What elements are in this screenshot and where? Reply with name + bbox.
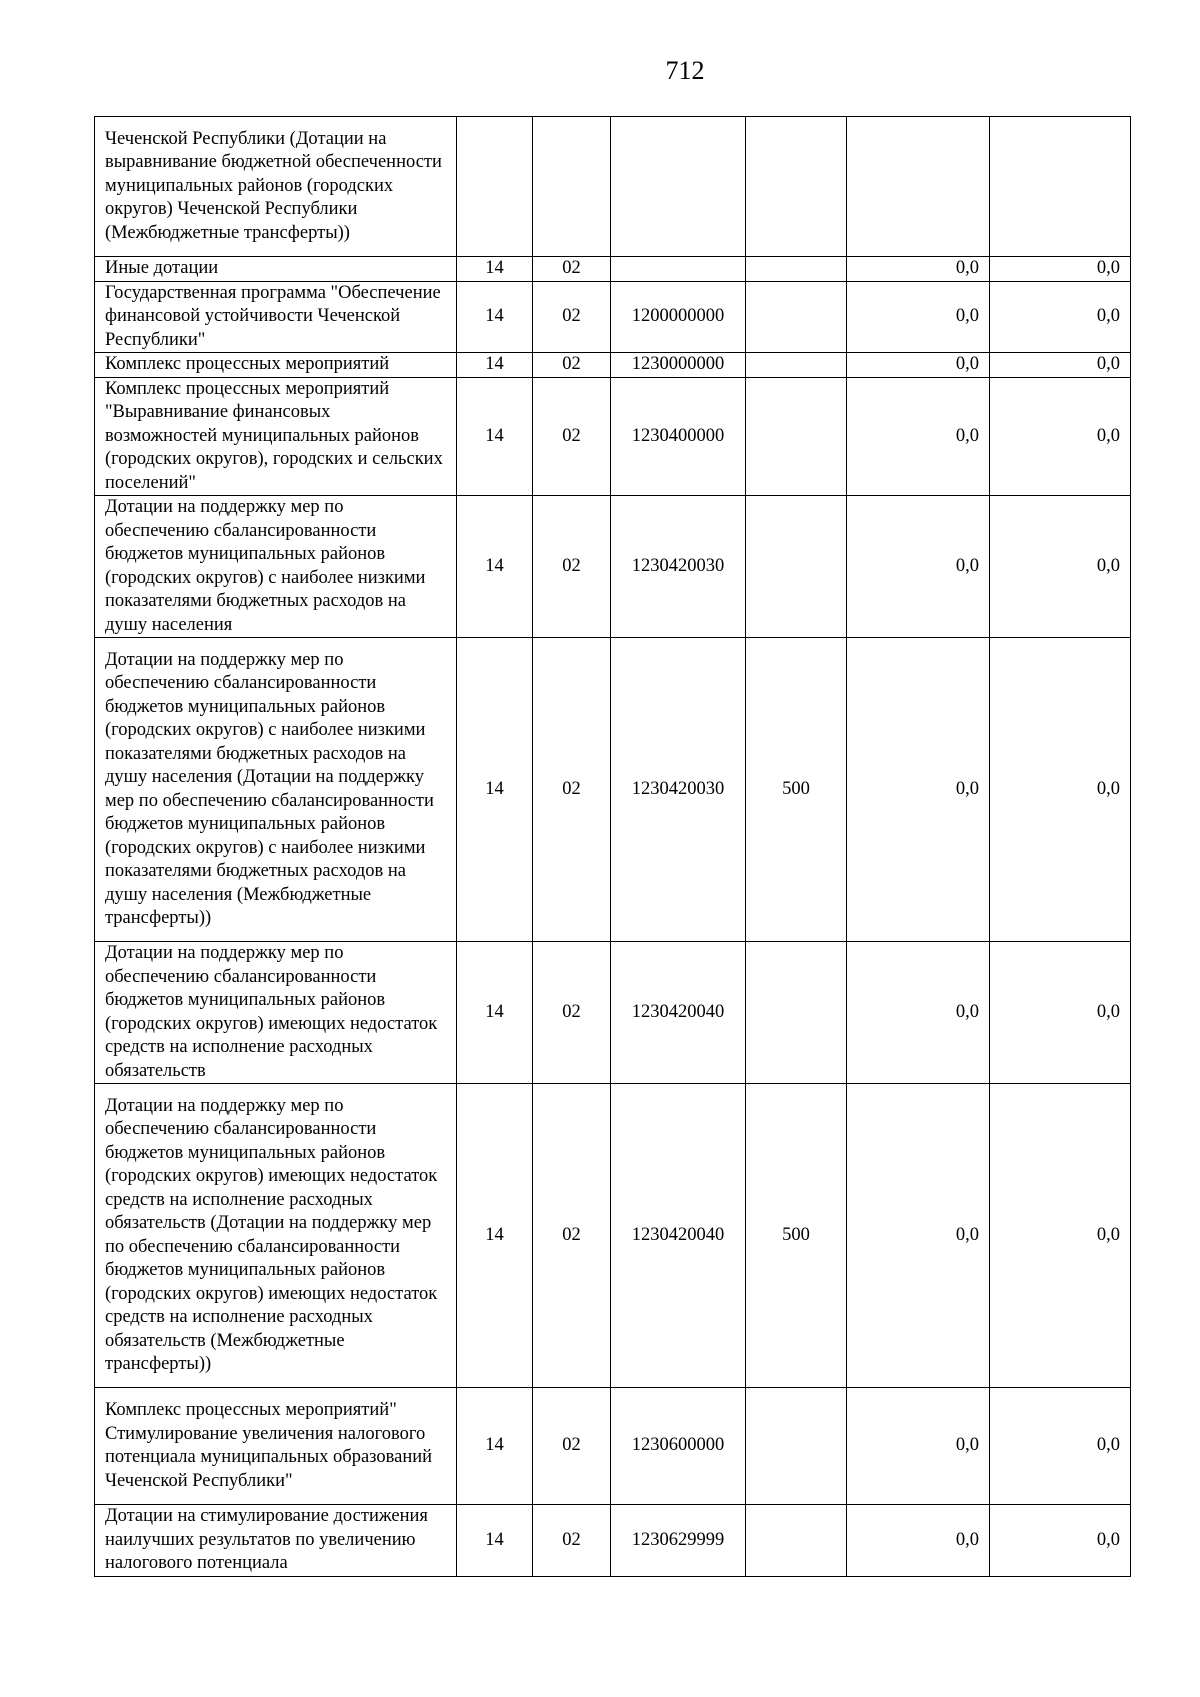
row-csr: 1200000000: [611, 281, 746, 353]
row-sum-2: 0,0: [990, 942, 1131, 1084]
row-pr: 02: [533, 638, 611, 942]
row-sum-2: 0,0: [990, 1505, 1131, 1577]
row-vr: 500: [746, 1084, 847, 1388]
table-row: [95, 117, 1131, 257]
row-pr: 02: [533, 1505, 611, 1577]
row-csr: 1230600000: [611, 1388, 746, 1505]
table-row: [95, 1388, 1131, 1505]
row-vr: [746, 353, 847, 378]
row-pr: 02: [533, 1388, 611, 1505]
row-name: Комплекс процессных мероприятий "Выравнивание финансовых возможностей муниципальных районов (городских округов), городских и сельских поселений": [95, 377, 457, 496]
table-row: [95, 1084, 1131, 1388]
row-rz: 14: [457, 1505, 533, 1577]
row-sum-1: 0,0: [847, 496, 990, 638]
row-rz: 14: [457, 638, 533, 942]
row-sum-1: 0,0: [847, 1505, 990, 1577]
row-csr: 1230420040: [611, 942, 746, 1084]
row-sum-1: 0,0: [847, 942, 990, 1084]
row-sum-2: 0,0: [990, 496, 1131, 638]
row-rz: 14: [457, 257, 533, 282]
row-sum-1: 0,0: [847, 1388, 990, 1505]
row-pr: [533, 117, 611, 257]
row-csr: 1230629999: [611, 1505, 746, 1577]
row-vr: [746, 377, 847, 496]
row-sum-2: 0,0: [990, 257, 1131, 282]
row-csr: 1230420030: [611, 496, 746, 638]
row-name: Чеченской Республики (Дотации на выравнивание бюджетной обеспеченности муниципальных районов (городских округов) Чеченской Республики (Межбюджетные трансферты)): [95, 117, 457, 257]
row-sum-1: 0,0: [847, 257, 990, 282]
row-sum-2: 0,0: [990, 1084, 1131, 1388]
table-row: [95, 377, 1131, 496]
row-pr: 02: [533, 257, 611, 282]
row-name: Дотации на стимулирование достижения наилучших результатов по увеличению налогового потенциала: [95, 1505, 457, 1577]
row-name: Государственная программа "Обеспечение финансовой устойчивости Чеченской Республики": [95, 281, 457, 353]
row-csr: 1230400000: [611, 377, 746, 496]
row-vr: [746, 281, 847, 353]
row-sum-1: 0,0: [847, 1084, 990, 1388]
row-rz: 14: [457, 942, 533, 1084]
row-rz: 14: [457, 281, 533, 353]
row-sum-1: [847, 117, 990, 257]
row-name: Дотации на поддержку мер по обеспечению сбалансированности бюджетов муниципальных районов (городских округов) с наиболее низкими показателями бюджетных расходов на душу населения (Дотации на поддержку мер по обеспечению сбалансированности бюджетов муниципальных районов (городских округов) с наиболее низкими показателями бюджетных расходов на душу населения (Межбюджетные трансферты)): [95, 638, 457, 942]
row-name: Комплекс процессных мероприятий: [95, 353, 457, 378]
row-name: Дотации на поддержку мер по обеспечению сбалансированности бюджетов муниципальных районов (городских округов) с наиболее низкими показателями бюджетных расходов на душу населения: [95, 496, 457, 638]
row-sum-1: 0,0: [847, 353, 990, 378]
row-sum-1: 0,0: [847, 281, 990, 353]
row-csr: 1230000000: [611, 353, 746, 378]
row-rz: 14: [457, 377, 533, 496]
row-sum-1: 0,0: [847, 638, 990, 942]
table-row: [95, 257, 1131, 282]
row-vr: [746, 1505, 847, 1577]
table-row: [95, 281, 1131, 353]
page-number: 712: [665, 56, 705, 85]
row-csr: 1230420030: [611, 638, 746, 942]
budget-table: [94, 116, 1131, 1577]
row-vr: [746, 1388, 847, 1505]
row-sum-1: 0,0: [847, 377, 990, 496]
table-row: [95, 638, 1131, 942]
row-name: Дотации на поддержку мер по обеспечению сбалансированности бюджетов муниципальных районов (городских округов) имеющих недостаток средств на исполнение расходных обязательств (Дотации на поддержку мер по обеспечению сбалансированности бюджетов муниципальных районов (городских округов) имеющих недостаток средств на исполнение расходных обязательств (Межбюджетные трансферты)): [95, 1084, 457, 1388]
table-row: [95, 353, 1131, 378]
row-sum-2: [990, 117, 1131, 257]
row-rz: 14: [457, 1388, 533, 1505]
row-pr: 02: [533, 377, 611, 496]
row-sum-2: 0,0: [990, 638, 1131, 942]
row-csr: 1230420040: [611, 1084, 746, 1388]
row-pr: 02: [533, 1084, 611, 1388]
row-rz: 14: [457, 353, 533, 378]
row-csr: [611, 257, 746, 282]
row-rz: [457, 117, 533, 257]
row-csr: [611, 117, 746, 257]
row-name: Иные дотации: [95, 257, 457, 282]
row-vr: [746, 257, 847, 282]
row-sum-2: 0,0: [990, 353, 1131, 378]
row-pr: 02: [533, 281, 611, 353]
row-rz: 14: [457, 496, 533, 638]
row-pr: 02: [533, 353, 611, 378]
row-vr: [746, 117, 847, 257]
row-name: Комплекс процессных мероприятий" Стимулирование увеличения налогового потенциала муниципальных образований Чеченской Республики": [95, 1388, 457, 1505]
table-row: [95, 942, 1131, 1084]
row-vr: [746, 496, 847, 638]
row-sum-2: 0,0: [990, 377, 1131, 496]
row-name: Дотации на поддержку мер по обеспечению сбалансированности бюджетов муниципальных районов (городских округов) имеющих недостаток средств на исполнение расходных обязательств: [95, 942, 457, 1084]
row-pr: 02: [533, 942, 611, 1084]
table-row: [95, 496, 1131, 638]
row-vr: 500: [746, 638, 847, 942]
row-sum-2: 0,0: [990, 1388, 1131, 1505]
row-pr: 02: [533, 496, 611, 638]
row-rz: 14: [457, 1084, 533, 1388]
row-vr: [746, 942, 847, 1084]
table-row: [95, 1505, 1131, 1577]
row-sum-2: 0,0: [990, 281, 1131, 353]
